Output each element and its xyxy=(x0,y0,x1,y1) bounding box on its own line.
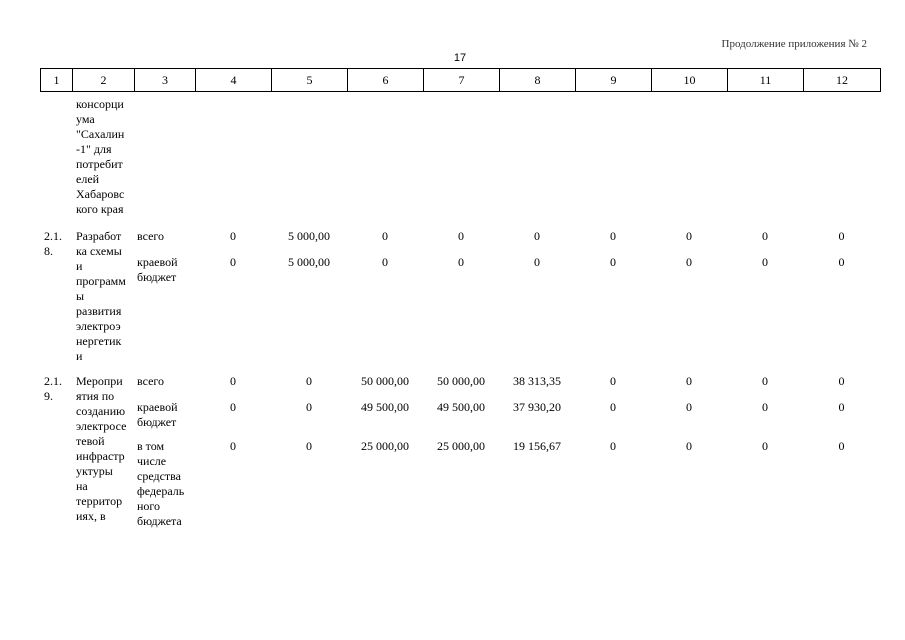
value-cell: 0 xyxy=(762,439,768,453)
row-name: Меропри ятия по созданию электросе тевой инфрастр уктуры на территор иях, в xyxy=(76,374,127,523)
funding-source: всего xyxy=(137,374,165,388)
column-header-cell: 2 xyxy=(73,69,135,92)
funding-source: всего xyxy=(137,229,165,243)
value-cell: 0 xyxy=(838,229,845,243)
value-cell: 0 xyxy=(230,255,236,269)
value-cell: 0 xyxy=(306,439,312,453)
value-cell: 25 000,00 xyxy=(437,439,485,453)
column-header-cell: 7 xyxy=(424,69,500,92)
value-cell: 0 xyxy=(230,400,236,414)
value-cell: 0 xyxy=(838,255,845,269)
value-cell: 0 xyxy=(838,374,845,388)
column-header-cell: 11 xyxy=(728,69,804,92)
value-cell: 49 500,00 xyxy=(437,400,485,414)
column-header-cell: 5 xyxy=(272,69,348,92)
value-cell: 0 xyxy=(306,400,312,414)
value-cell: 0 xyxy=(610,255,616,269)
value-cell: 19 156,67 xyxy=(513,439,561,453)
page-number: 17 xyxy=(453,52,467,64)
column-header-cell: 6 xyxy=(348,69,424,92)
column-header-cell: 4 xyxy=(196,69,272,92)
value-cell: 5 000,00 xyxy=(288,229,330,243)
value-cell: 0 xyxy=(838,439,845,453)
value-cell: 0 xyxy=(838,400,845,414)
value-cell: 0 xyxy=(230,229,236,243)
value-cell: 0 xyxy=(686,374,692,388)
continuation-label: Продолжение приложения № 2 xyxy=(721,38,867,50)
value-cell: 25 000,00 xyxy=(361,439,409,453)
value-cell: 0 xyxy=(686,400,692,414)
value-cell: 0 xyxy=(762,374,768,388)
value-cell: 37 930,20 xyxy=(513,400,561,414)
value-cell: 50 000,00 xyxy=(361,374,409,388)
column-header-cell: 3 xyxy=(135,69,196,92)
value-cell: 38 313,35 xyxy=(513,374,561,388)
value-cell: 0 xyxy=(534,229,540,243)
value-cell: 0 xyxy=(382,255,388,269)
value-cell: 49 500,00 xyxy=(361,400,409,414)
funding-source: в том числе средства федераль ного бюджета xyxy=(137,439,185,528)
column-header-cell: 8 xyxy=(500,69,576,92)
column-header-table xyxy=(40,68,881,92)
value-cell: 0 xyxy=(230,374,236,388)
value-cell: 0 xyxy=(686,439,692,453)
value-cell: 0 xyxy=(458,229,464,243)
row-code: 2.1. 9. xyxy=(44,374,62,403)
value-cell: 0 xyxy=(382,229,388,243)
funding-source: краевой бюджет xyxy=(137,255,178,284)
value-cell: 0 xyxy=(610,374,616,388)
value-cell: 0 xyxy=(762,400,768,414)
value-cell: 0 xyxy=(230,439,236,453)
value-cell: 0 xyxy=(534,255,540,269)
value-cell: 0 xyxy=(610,400,616,414)
column-header-row xyxy=(41,69,881,92)
row-name: консорци ума "Сахалин -1" для потребит елей Хабаровс кого края xyxy=(76,97,125,216)
value-cell: 0 xyxy=(610,439,616,453)
column-header-cell: 9 xyxy=(576,69,652,92)
funding-source: краевой бюджет xyxy=(137,400,178,429)
row-code: 2.1. 8. xyxy=(44,229,62,258)
value-cell: 0 xyxy=(458,255,464,269)
column-header-cell: 12 xyxy=(804,69,881,92)
column-header-cell: 1 xyxy=(41,69,73,92)
value-cell: 0 xyxy=(610,229,616,243)
row-name: Разработ ка схемы и программ ы развития электроэ нергетик и xyxy=(76,229,126,363)
value-cell: 0 xyxy=(686,255,692,269)
value-cell: 5 000,00 xyxy=(288,255,330,269)
value-cell: 0 xyxy=(762,255,768,269)
value-cell: 0 xyxy=(306,374,312,388)
value-cell: 50 000,00 xyxy=(437,374,485,388)
column-header-cell: 10 xyxy=(652,69,728,92)
value-cell: 0 xyxy=(686,229,692,243)
value-cell: 0 xyxy=(762,229,768,243)
